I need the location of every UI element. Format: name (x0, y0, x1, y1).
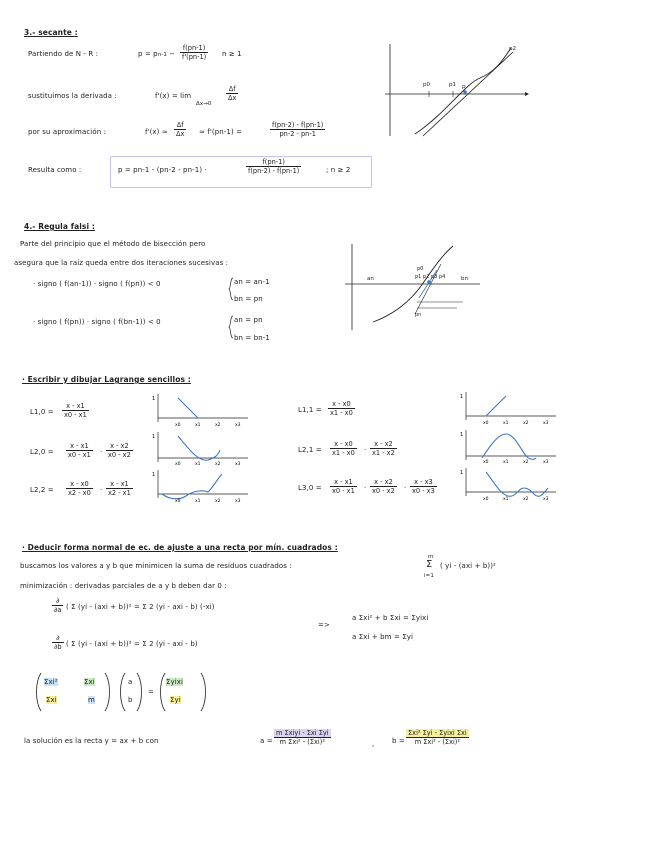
label-bn: bn (461, 276, 468, 282)
lagrange-L10-label: L1,0 = (30, 408, 54, 416)
lagrange-L10-fraction (62, 402, 89, 419)
lagrange-L20-label: L2,0 = (30, 448, 54, 456)
label-p: p (462, 84, 466, 90)
fraction-denominator: ∂a (54, 606, 62, 614)
matrix-a21: Σxi (46, 696, 57, 704)
root-point (463, 90, 467, 94)
lagrange-L22-fraction1 (66, 480, 93, 497)
basis-curve (486, 472, 548, 496)
tick-x3: x3 (543, 497, 549, 502)
fraction-numerator: x - x2 (370, 478, 397, 487)
basis-curve (486, 396, 506, 416)
label-p1: p1 (449, 82, 456, 88)
tick-x2: x2 (215, 462, 221, 467)
fraction-numerator: ∂ (52, 634, 64, 643)
secante-lim-subscript: Δx→0 (196, 101, 212, 107)
lagrange-plot-L21 (460, 428, 560, 464)
basis-curve (162, 474, 222, 499)
tick-x3: x3 (235, 423, 241, 428)
fraction-denominator: x0 - x1 (332, 487, 355, 495)
lagrange-L20-fraction1 (66, 442, 93, 459)
brace-icon (229, 316, 233, 338)
label-p4: p4 (439, 274, 446, 280)
label-p0: p0 (423, 82, 430, 88)
secante-result-condition: ; n ≥ 2 (326, 166, 351, 174)
brace-icon (229, 278, 233, 300)
minsq-sum-bottom: i=1 (424, 573, 434, 579)
secante-line3-formula: f'(x) ≈ (145, 128, 168, 136)
tick-x3: x3 (543, 460, 549, 465)
tick-x1: x1 (503, 421, 509, 426)
fraction-denominator: x1 - x0 (330, 409, 353, 417)
tick-x2: x2 (523, 460, 529, 465)
secante-heading: 3.- secante : (24, 28, 78, 37)
lagrange-L21-fraction1 (330, 440, 357, 457)
fraction-numerator: f(pn-1) (180, 44, 208, 53)
minsq-sum-expr: ( yi - (axi + b))² (440, 562, 496, 570)
fraction-numerator: x - x0 (66, 480, 93, 489)
minsq-deriv-a-fraction (52, 597, 63, 614)
lagrange-plot-L22 (152, 468, 252, 504)
rhs-2: Σyi (170, 696, 181, 704)
x-axis-arrow-icon (525, 92, 529, 96)
fraction-denominator: x0 - x1 (64, 411, 87, 419)
solution-text: la solución es la recta y = ax + b con (24, 737, 159, 745)
lagrange-dot: · (364, 484, 367, 492)
lagrange-L11-label: L1,1 = (298, 406, 322, 414)
regula-line1: Parte del principio que el método de bisección pero (20, 240, 206, 248)
fraction-denominator: Δx (228, 94, 237, 102)
label-p0: p0 (417, 266, 424, 272)
vector-left-paren-icon (118, 672, 126, 712)
fraction-denominator: m Σxi² - (Σxi)² (279, 738, 325, 746)
fraction-denominator: pn-2 - pn-1 (279, 130, 316, 138)
matrix-equals: = (148, 688, 154, 696)
tick-x1: x1 (503, 497, 509, 502)
lagrange-L22-fraction2 (106, 480, 133, 497)
lagrange-plot-L20 (152, 430, 252, 466)
fraction-numerator: Δf (226, 85, 238, 94)
matrix-left-paren-icon (34, 672, 42, 712)
fraction-denominator: x2 - x0 (68, 489, 91, 497)
minsq-deriv-a-expr: ( Σ (yi - (axi + b))² = Σ 2 (yi - axi - b) (-xi) (66, 603, 215, 611)
lagrange-dot: · (100, 486, 103, 494)
matrix-a11: Σxi² (44, 678, 58, 686)
fraction-numerator: x - x3 (410, 478, 437, 487)
matrix-a12: Σxi (84, 678, 95, 686)
vector-right-paren-icon (136, 672, 144, 712)
minsq-heading: · Deducir forma normal de ec. de ajuste a una recta por mín. cuadrados : (22, 543, 338, 552)
fraction-numerator: f(pn-2) - f(pn-1) (272, 121, 324, 129)
fraction-numerator: x - x1 (62, 402, 89, 411)
basis-curve (178, 398, 198, 418)
secante-line2-text: sustituimos la derivada : (28, 92, 117, 100)
minsq-line2: minimización : derivadas parciales de a y b deben dar 0 : (20, 582, 227, 590)
regula-cond2-r2: bn = bn-1 (234, 334, 270, 342)
tick-one: 1 (152, 434, 156, 440)
regula-cond1: · signo ( f(an-1)) · signo ( f(pn)) < 0 (33, 280, 161, 288)
lagrange-L22-label: L2,2 = (30, 486, 54, 494)
fraction-denominator: x0 - x1 (68, 451, 91, 459)
tick-x3: x3 (235, 462, 241, 467)
tick-x2: x2 (523, 497, 529, 502)
label-an: an (367, 276, 374, 282)
fraction-numerator: x - x1 (330, 478, 357, 487)
secante-line4-text: Resulta como : (28, 166, 82, 174)
fraction-denominator: x1 - x2 (372, 449, 395, 457)
lagrange-L21-fraction2 (370, 440, 397, 457)
tick-one: 1 (460, 394, 464, 400)
tick-one: 1 (152, 472, 156, 478)
lagrange-L21-label: L2,1 = (298, 446, 322, 454)
tick-x1: x1 (195, 462, 201, 467)
tick-x0: x0 (483, 460, 489, 465)
lagrange-plot-L30 (460, 466, 560, 502)
secante-line3-text: por su aproximación : (28, 128, 107, 136)
label-pn: pn (415, 312, 422, 318)
fraction-numerator: ∂ (52, 597, 63, 606)
tick-one: 1 (460, 432, 464, 438)
tick-x1: x1 (195, 423, 201, 428)
secante-result-formula: p = pn-1 - (pn-2 - pn-1) · (118, 166, 207, 174)
solution-a-fraction (274, 729, 331, 746)
root-point (427, 280, 431, 284)
fraction-denominator: Δx (176, 130, 185, 138)
secante-line3-approx: ≈ f'(pn-1) = (199, 128, 243, 136)
fraction-denominator: m Σxi² - (Σxi)² (414, 738, 461, 746)
tick-one: 1 (460, 470, 464, 476)
minsq-line1: buscamos los valores a y b que minimicen la suma de residuos cuadrados : (20, 562, 292, 570)
label-p2: p2 (423, 274, 430, 280)
minsq-sum-icon: Σ (426, 559, 433, 570)
minsq-result-2: a Σxi + bm = Σyi (352, 633, 414, 641)
fraction-denominator: x0 - x3 (412, 487, 435, 495)
fraction-numerator: x - x2 (370, 440, 397, 449)
secante-line3-fraction2 (270, 121, 325, 138)
lagrange-dot: · (100, 448, 103, 456)
fraction-denominator: f'(pn-1) (182, 53, 207, 61)
matrix-a22: m (88, 696, 95, 704)
secante-result-fraction (246, 158, 301, 175)
rhs-left-paren-icon (158, 672, 166, 712)
secante-line2-fraction (226, 85, 238, 102)
fraction-numerator: x - x2 (106, 442, 133, 451)
regula-figure (345, 242, 485, 334)
matrix-right-paren-icon (104, 672, 112, 712)
formula-sub: n-1 (157, 52, 167, 58)
regula-cond1-r1: an = an-1 (234, 278, 270, 286)
fraction-numerator: x - x0 (328, 400, 355, 409)
tick-x0: x0 (483, 497, 489, 502)
minsq-result-1: a Σxi² + b Σxi = Σyixi (352, 614, 429, 622)
vector-b: b (128, 696, 133, 704)
fraction-denominator: x1 - x0 (332, 449, 355, 457)
basis-curve (178, 436, 220, 460)
fraction-numerator: x - x1 (66, 442, 93, 451)
tick-x0: x0 (175, 499, 181, 504)
formula-part: p = p (138, 50, 158, 58)
fraction-denominator: x0 - x2 (372, 487, 395, 495)
vector-a: a (128, 678, 133, 686)
fraction-numerator: x - x0 (330, 440, 357, 449)
fraction-numerator: f(pn-1) (246, 158, 301, 167)
basis-curve (482, 434, 536, 459)
lagrange-L11-fraction (328, 400, 355, 417)
secante-line2-formula: f'(x) = lim (155, 92, 192, 100)
tick-x2: x2 (523, 421, 529, 426)
label-p2: p2 (509, 46, 516, 52)
lagrange-L30-label: L3,0 = (298, 484, 322, 492)
fraction-numerator: m Σxiyi - Σxi Σyi (276, 729, 329, 737)
rhs-1: Σyixi (166, 678, 184, 686)
solution-b-fraction (406, 729, 469, 746)
function-curve (415, 48, 511, 134)
lagrange-dot: · (364, 446, 367, 454)
regula-cond2-r1: an = pn (234, 316, 263, 324)
tick-x3: x3 (543, 421, 549, 426)
tick-x0: x0 (483, 421, 489, 426)
tick-x3: x3 (235, 499, 241, 504)
regula-line2: asegura que la raíz queda entre dos iteraciones sucesivas : (14, 259, 229, 267)
fraction-numerator: Δf (174, 121, 186, 130)
fraction-denominator: ∂b (54, 643, 62, 651)
solution-comma: , (372, 740, 375, 748)
lagrange-L30-fraction3 (410, 478, 437, 495)
lagrange-L30-fraction1 (330, 478, 357, 495)
tick-x1: x1 (195, 499, 201, 504)
tick-x2: x2 (215, 499, 221, 504)
secante-line1-fraction (180, 44, 208, 61)
regula-cond1-r2: bn = pn (234, 295, 263, 303)
lagrange-dot: · (404, 484, 407, 492)
label-p3: p3 (431, 274, 438, 280)
lagrange-L20-fraction2 (106, 442, 133, 459)
secante-figure (385, 42, 535, 142)
regula-cond2: · signo ( f(pn)) · signo ( f(bn-1)) < 0 (33, 318, 161, 326)
label-p1: p1 (415, 274, 422, 280)
rhs-right-paren-icon (200, 672, 208, 712)
tick-x2: x2 (215, 423, 221, 428)
fraction-numerator: x - x1 (106, 480, 133, 489)
solution-b-label: b = (392, 737, 405, 745)
solution-a-label: a = (260, 737, 273, 745)
secante-line3-fraction1 (174, 121, 186, 138)
minsq-deriv-b-fraction (52, 634, 64, 651)
lagrange-plot-L10 (152, 392, 252, 428)
fraction-denominator: x0 - x2 (108, 451, 131, 459)
lagrange-L30-fraction2 (370, 478, 397, 495)
lagrange-heading: · Escribir y dibujar Lagrange sencillos : (22, 375, 191, 384)
fraction-denominator: f(pn-2) - f(pn-1) (248, 167, 300, 175)
tick-x0: x0 (175, 423, 181, 428)
tick-x1: x1 (503, 460, 509, 465)
secante-line1-formula: p = pn-1 − (138, 50, 176, 58)
minsq-deriv-b-expr: ( Σ (yi - (axi + b))² = Σ 2 (yi - axi - b) (66, 640, 198, 648)
regula-heading: 4.- Regula falsi : (24, 222, 95, 231)
fraction-numerator: Σxi² Σyi - Σyixi Σxi (408, 729, 467, 737)
fraction-denominator: x2 - x1 (108, 489, 131, 497)
secante-line1-condition: n ≥ 1 (222, 50, 242, 58)
tick-x0: x0 (175, 462, 181, 467)
secante-line1-text: Partiendo de N - R : (28, 50, 99, 58)
tick-one: 1 (152, 396, 156, 402)
minsq-implies: => (318, 621, 330, 629)
lagrange-plot-L11 (460, 390, 560, 426)
minsq-sum-top: m (428, 554, 434, 560)
